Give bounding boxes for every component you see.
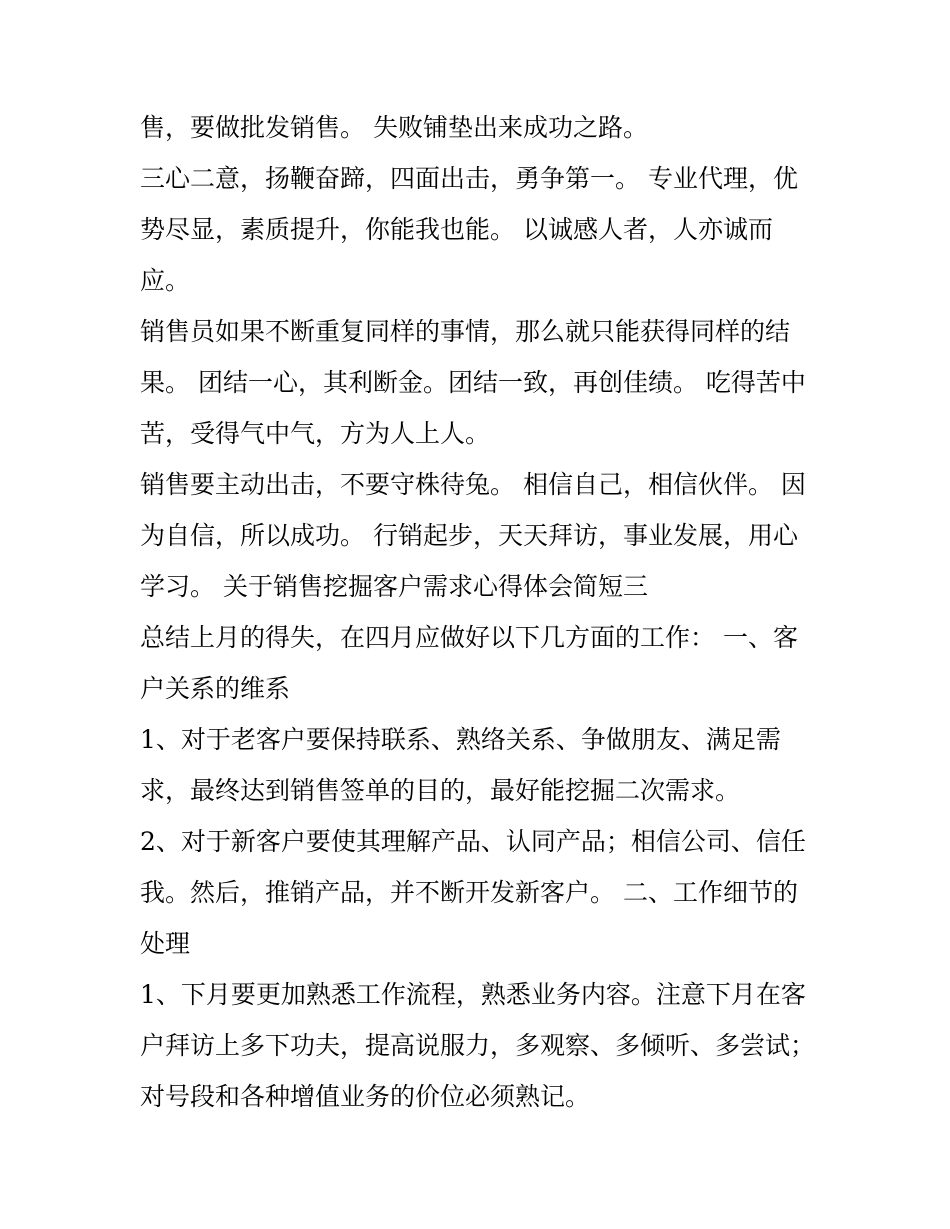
text-line: 应。 (140, 266, 191, 295)
text-line: 为自信，所以成功。 行销起步，天天拜访，事业发展，用心 (140, 521, 798, 550)
text-line: 学习。 关于销售挖掘客户需求心得体会简短三 (140, 572, 648, 601)
text-line: 三心二意，扬鞭奋蹄，四面出击，勇争第一。 专业代理，优 (140, 164, 798, 193)
text-line: 销售要主动出击，不要守株待兔。 相信自己，相信伙伴。 因 (140, 470, 806, 499)
text-line: 总结上月的得失，在四月应做好以下几方面的工作： 一、客 (140, 623, 798, 652)
text-line: 售，要做批发销售。 失败铺垫出来成功之路。 (140, 113, 648, 142)
text-line: 果。 团结一心，其利断金。团结一致，再创佳绩。 吃得苦中 (140, 368, 806, 397)
text-line: 1、对于老客户要保持联系、熟络关系、争做朋友、满足需 (140, 725, 781, 754)
text-line: 求，最终达到销售签单的目的，最好能挖掘二次需求。 (140, 776, 741, 805)
text-line: 苦，受得气中气，方为人上人。 (140, 419, 491, 448)
text-line: 户关系的维系 (140, 674, 291, 703)
text-line: 1、下月要更加熟悉工作流程，熟悉业务内容。注意下月在客 (140, 980, 806, 1009)
text-line: 对号段和各种增值业务的价位必须熟记。 (140, 1082, 591, 1111)
text-line: 户拜访上多下功夫，提高说服力，多观察、多倾听、多尝试； (140, 1031, 816, 1060)
text-line: 销售员如果不断重复同样的事情，那么就只能获得同样的结 (140, 317, 791, 346)
text-line: 处理 (140, 929, 191, 958)
document-body (140, 102, 820, 1122)
text-line: 2、对于新客户要使其理解产品、认同产品；相信公司、信任 (140, 827, 806, 856)
text-line: 我。然后，推销产品，并不断开发新客户。 二、工作细节的 (140, 878, 798, 907)
text-line: 势尽显，素质提升，你能我也能。 以诚感人者，人亦诚而 (140, 215, 773, 244)
